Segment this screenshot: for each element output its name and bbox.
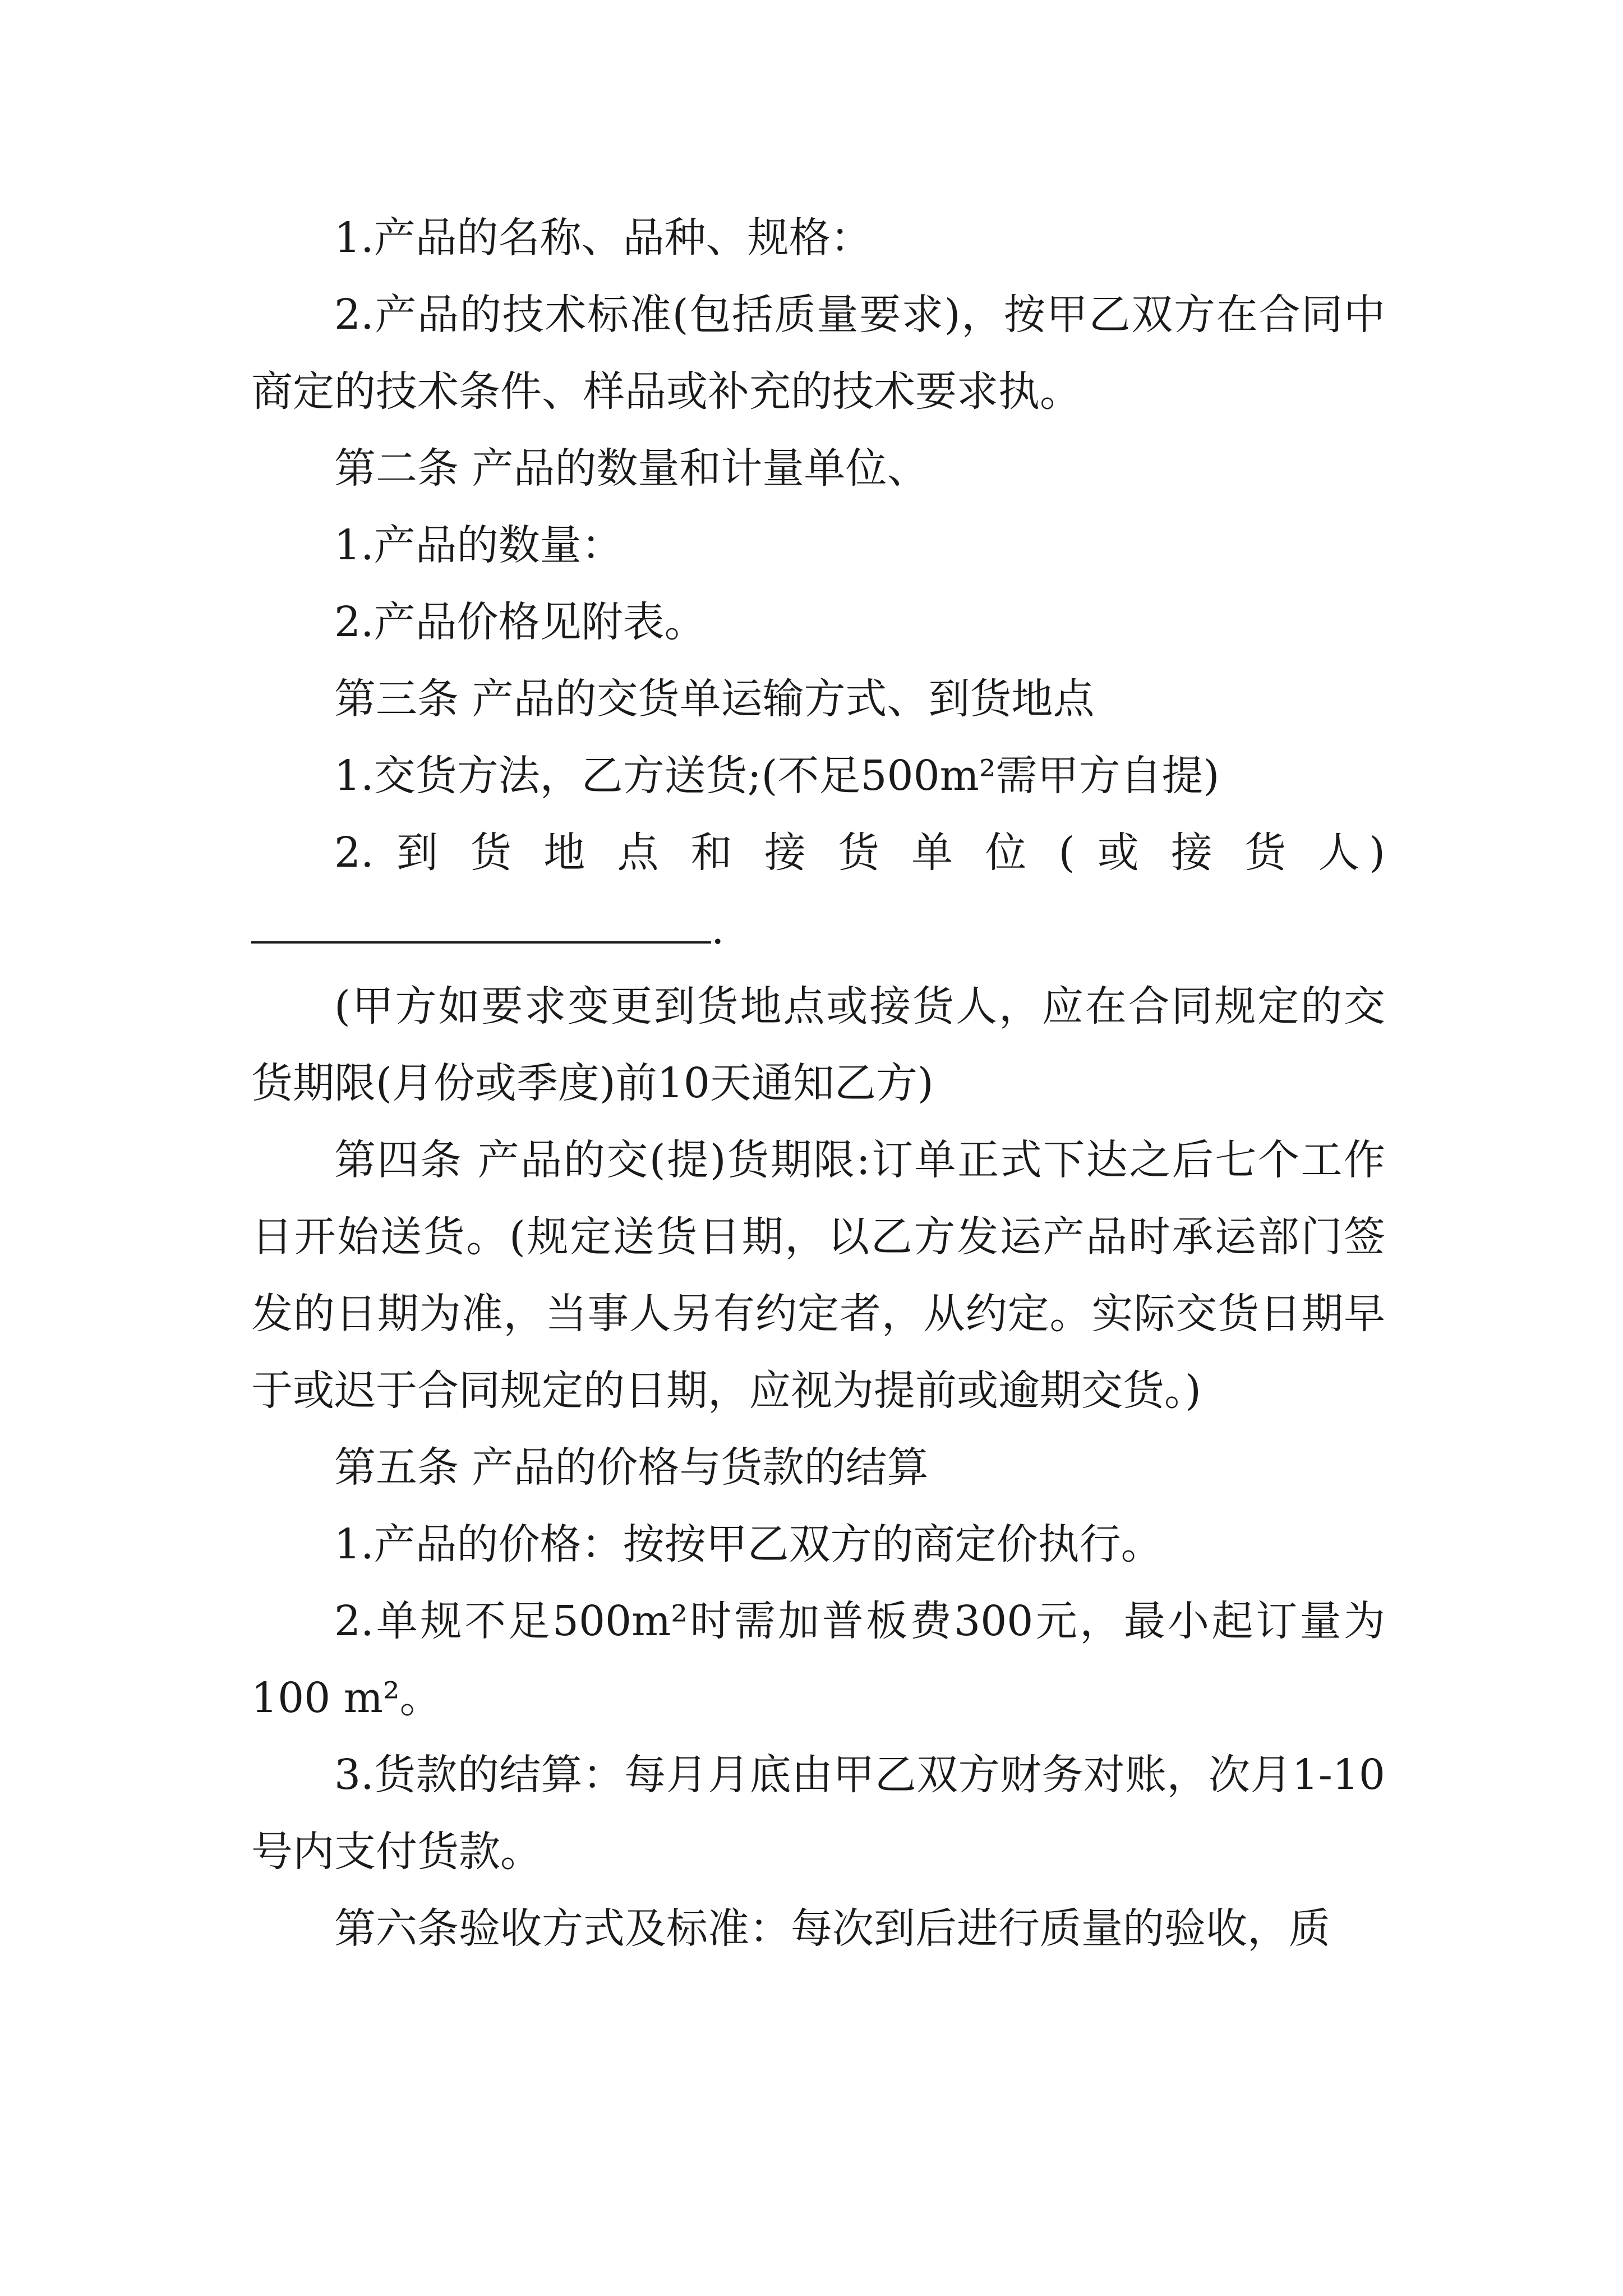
document-body: [251, 200, 1385, 1967]
paragraph: 第二条 产品的数量和计量单位、: [334, 444, 929, 493]
paragraph: 1.产品的名称、品种、规格：: [334, 214, 872, 262]
paragraph-delivery-location: [251, 815, 1385, 968]
paragraph: 1.交货方法，乙方送货;(不足500m²需甲方自提): [334, 752, 1220, 800]
paragraph: (甲方如要求变更到货地点或接货人，应在合同规定的交货期限(月份或季度)前10天通知乙方): [251, 982, 1385, 1107]
fill-in-blank: [251, 900, 711, 944]
paragraph: 2.单规不足500m²时需加普板费300元，最小起订量为100 m²。: [251, 1597, 1385, 1722]
paragraph: 第五条 产品的价格与货款的结算: [334, 1443, 929, 1492]
paragraph: 1.产品的数量：: [334, 521, 623, 569]
paragraph: 第四条 产品的交(提)货期限:订单正式下达之后七个工作日开始送货。(规定送货日期，以乙方发运产品时承运部门签发的日期为准，当事人另有约定者，从约定。实际交货日期早于或迟于合同规定的日期，应视为提前或逾期交货。): [251, 1136, 1385, 1415]
paragraph: 1.产品的价格：按按甲乙双方的商定价执行。: [334, 1520, 1163, 1568]
paragraph: 3.货款的结算：每月月底由甲乙双方财务对账，次月1-10号内支付货款。: [251, 1751, 1385, 1876]
paragraph: 第六条验收方式及标准：每次到后进行质量的验收，质: [334, 1904, 1330, 1953]
paragraph: 2.产品价格见附表。: [334, 598, 706, 646]
delivery-location-text: 2. 到 货 地 点 和 接 货 单 位 ( 或 接 货 人): [334, 829, 1385, 877]
blank-end-period: .: [711, 905, 725, 954]
paragraph: 2.产品的技术标准(包括质量要求)，按甲乙双方在合同中商定的技术条件、样品或补充的技术要求执。: [251, 291, 1385, 416]
paragraph: 第三条 产品的交货单运输方式、到货地点: [334, 675, 1095, 723]
